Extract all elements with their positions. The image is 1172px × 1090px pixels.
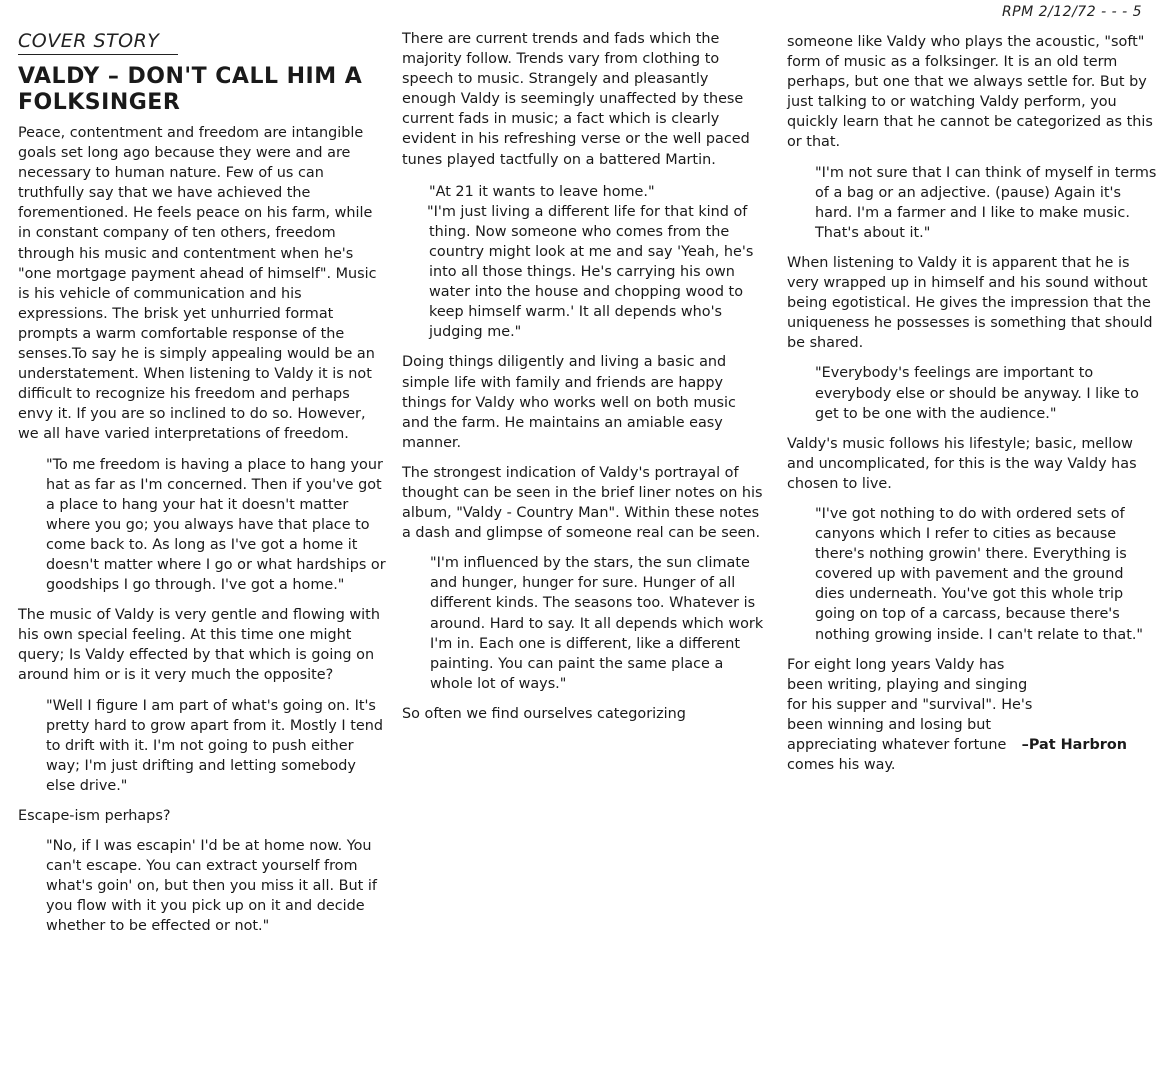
section-kicker: COVER STORY [18,30,178,55]
paragraph: So often we find ourselves categorizing [402,705,686,722]
paragraph: Escape-ism perhaps? [18,808,171,824]
article-headline: VALDY – DON'T CALL HIM A FOLKSINGER [18,64,363,115]
quote: "I'm just living a different life for that kind of thing. Now someone who comes from the country might look at me and say 'Yeah, he's into all those things. He's carrying his own water into the house and chopping wood to keep himself warm.' It all depends who's judging me." [427,203,754,341]
column-2 [402,29,764,734]
paragraph: someone like Valdy who plays the acoustic, "soft" form of music as a folksinger. It is an old term perhaps, but one that we always settle for. But by just talking to or watching Valdy perform, you quickly learn that he cannot be categorized as this or that. [787,34,1153,151]
column-3 [787,32,1157,785]
closing-paragraph [787,655,1157,776]
paragraph: The music of Valdy is very gentle and flowing with his own special feeling. At this time one might query; Is Valdy effected by that which is going on around him or is it very much the opposite? [18,607,380,684]
author-byline: –Pat Harbron [1021,736,1127,753]
quote: "I'm not sure that I can think of myself in terms of a bag or an adjective. (pause) Again it's hard. I'm a farmer and I like to make music. That's about it." [815,164,1157,241]
quote: "I'm influenced by the stars, the sun climate and hunger, hunger for sure. Hunger of all different kinds. The seasons too. Whatever is around. Hard to say. It all depends which work I'm in. Each one is different, like a different painting. You can paint the same place a whole lot of ways." [430,555,764,692]
paragraph: Valdy's music follows his lifestyle; basic, mellow and uncomplicated, for this is the way Valdy has chosen to live. [787,435,1137,492]
column-1 [18,123,388,947]
quote: "I've got nothing to do with ordered sets of canyons which I refer to cities as because there's nothing growin' there. Everything is covered up with pavement and the ground dies underneath. You've got this whole trip going on top of a carcass, because there's nothing growing inside. I can't relate to that." [815,505,1144,643]
paragraph: There are current trends and fads which the majority follow. Trends vary from clothing to speech to music. Strangely and pleasantly enough Valdy is seemingly unaffected by these current fads in music; a fact which is clearly evident in his refreshing verse or the well paced tunes played tactfully on a battered Martin. [402,31,750,168]
quote: "At 21 it wants to leave home." [429,183,655,200]
paragraph: For eight long years Valdy has been writing, playing and singing for his supper and "survival". He's been winning and losing but appreciating whatever fortune comes his way. [787,656,1033,774]
quote: "No, if I was escapin' I'd be at home now. You can't escape. You can extract yourself from what's goin' on, but then you miss it all. But if you flow with it you pick up on it and decide whether to be effected or not." [46,838,377,935]
quote: "Everybody's feelings are important to everybody else or should be anyway. I like to get to be one with the audience." [815,365,1139,422]
paragraph: Peace, contentment and freedom are intangible goals set long ago because they were and are necessary to human nature. Few of us can truthfully say that we have achieved the forementioned. He feels peace on his farm, while in constant company of ten others, freedom through his music and contentment when he's "one mortgage payment ahead of himself". Music is his vehicle of communication and his expressions. The brisk yet unhurried format prompts a warm comfortable response of the senses.To say he is simply appealing would be an understatement. When listening to Valdy it is not difficult to recognize his freedom and perhaps envy it. If you are so inclined to do so. However, we all have varied interpretations of freedom. [18,125,377,443]
paragraph: The strongest indication of Valdy's portrayal of thought can be seen in the brief liner notes on his album, "Valdy - Country Man". Within these notes a dash and glimpse of someone real can be seen. [402,464,763,542]
quote: "Well I figure I am part of what's going on. It's pretty hard to grow apart from it. Mostly I tend to drift with it. I'm not going to push either way; I'm just drifting and letting somebody else drive." [46,697,383,794]
quote: "To me freedom is having a place to hang your hat as far as I'm concerned. Then if you've got a place to hang your hat it doesn't matter where you go; you always have that place to come back to. As long as I've got a home it doesn't matter where I go or what hardships or goodships I go through. I've got a home." [46,456,386,594]
paragraph: Doing things diligently and living a basic and simple life with family and friends are happy things for Valdy who works well on both music and the farm. He maintains an amiable easy manner. [402,354,736,451]
paragraph: When listening to Valdy it is apparent that he is very wrapped up in himself and his sound without being egotistical. He gives the impression that the uniqueness he possesses is something that should be shared. [787,254,1153,352]
page-reference: RPM 2/12/72 - - - 5 [1001,4,1142,20]
